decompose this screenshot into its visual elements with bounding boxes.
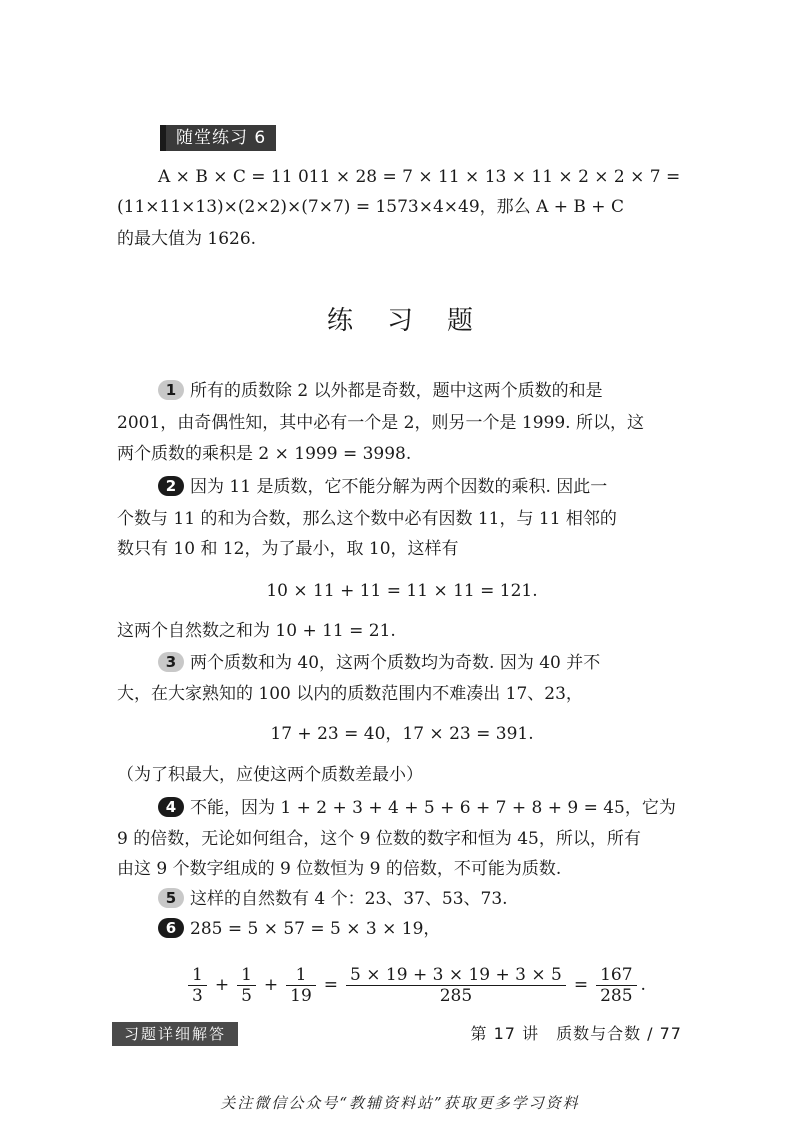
plus-operator: + xyxy=(214,975,230,995)
problem-number-badge: 1 xyxy=(158,380,184,400)
fraction-numerator: 1 xyxy=(295,964,307,985)
problem-4-text-1: 不能，因为 1 + 2 + 3 + 4 + 5 + 6 + 7 + 8 + 9 = 45，它为 xyxy=(190,798,676,818)
problem-1-line-1 xyxy=(158,380,688,402)
problem-1-text-1: 所有的质数除 2 以外都是奇数，题中这两个质数的和是 xyxy=(190,381,603,401)
problem-4-line-2: 9 的倍数，无论如何组合，这个 9 位数的数字和恒为 45，所以，所有 xyxy=(117,829,641,849)
fraction-denominator: 285 xyxy=(596,985,636,1006)
fraction-numerator: 167 xyxy=(600,964,633,985)
problem-4-line-1 xyxy=(158,797,688,819)
fraction-formula xyxy=(190,955,646,1015)
problem-number-badge: 4 xyxy=(158,797,184,817)
problem-3-line-2: 大，在大家熟知的 100 以内的质数范围内不难凑出 17、23， xyxy=(117,684,583,704)
footer-page-info: 第 17 讲 质数与合数 / 77 xyxy=(470,1024,682,1043)
problem-number-badge: 3 xyxy=(158,652,184,672)
fraction-denominator: 285 xyxy=(346,985,566,1006)
problem-5-line-1 xyxy=(158,888,688,910)
problem-3-formula: 17 + 23 = 40，17 × 23 = 391. xyxy=(270,724,534,744)
problem-6-text-1: 285 = 5 × 57 = 5 × 3 × 19， xyxy=(190,919,441,939)
watermark-text: 关注微信公众号“教辅资料站”获取更多学习资料 xyxy=(220,1094,580,1112)
problem-2-line-2: 个数与 11 的和为合数，那么这个数中必有因数 11，与 11 相邻的 xyxy=(117,509,617,529)
problem-2-text-1: 因为 11 是质数，它不能分解为两个因数的乘积. 因此一 xyxy=(190,477,608,497)
fraction-combined xyxy=(348,965,564,1006)
fraction-result xyxy=(598,965,634,1006)
fraction-denominator: 19 xyxy=(286,985,316,1006)
fraction-numerator: 1 xyxy=(192,964,203,985)
fraction-denominator: 3 xyxy=(188,985,207,1006)
problem-3-line-1 xyxy=(158,652,688,674)
problem-5-text-1: 这样的自然数有 4 个：23、37、53、73. xyxy=(190,889,508,909)
practice-line-3: 的最大值为 1626. xyxy=(117,229,257,249)
problem-2-formula: 10 × 11 + 11 = 11 × 11 = 121. xyxy=(266,581,538,601)
fraction-denominator: 5 xyxy=(237,985,256,1006)
equals-operator: = xyxy=(323,975,339,995)
footer-section-badge: 习题详细解答 xyxy=(112,1022,238,1046)
practice-line-2: (11×11×13)×(2×2)×(7×7) = 1573×4×49，那么 A + B + C xyxy=(117,197,624,217)
practice-line-1: A × B × C = 11 011 × 28 = 7 × 11 × 13 × 11 × 2 × 2 × 7 = xyxy=(158,167,681,187)
problem-number-badge: 6 xyxy=(158,918,184,938)
section-title: 练习题 xyxy=(326,306,507,336)
equals-operator: = xyxy=(573,975,589,995)
plus-operator: + xyxy=(263,975,279,995)
problem-number-badge: 2 xyxy=(158,476,184,496)
problem-2-after: 这两个自然数之和为 10 + 11 = 21. xyxy=(117,621,396,641)
fraction-numerator: 5 × 19 + 3 × 19 + 3 × 5 xyxy=(350,964,562,985)
problem-1-line-3: 两个质数的乘积是 2 × 1999 = 3998. xyxy=(117,444,412,464)
problem-3-after: （为了积最大，应使这两个质数差最小） xyxy=(117,765,423,785)
fraction-1-5 xyxy=(239,965,254,1006)
problem-4-line-3: 由这 9 个数字组成的 9 位数恒为 9 的倍数，不可能为质数. xyxy=(117,859,562,879)
fraction-1-3 xyxy=(190,965,205,1006)
problem-2-line-1 xyxy=(158,476,688,498)
practice-header: 随堂练习 6 xyxy=(160,125,276,151)
problem-1-line-2: 2001，由奇偶性知，其中必有一个是 2，则另一个是 1999. 所以，这 xyxy=(117,413,644,433)
fraction-numerator: 1 xyxy=(241,964,252,985)
problem-6-line-1 xyxy=(158,918,688,940)
formula-end-period: . xyxy=(640,975,646,995)
problem-2-line-3: 数只有 10 和 12，为了最小，取 10，这样有 xyxy=(117,539,459,559)
problem-3-text-1: 两个质数和为 40，这两个质数均为奇数. 因为 40 并不 xyxy=(190,653,601,673)
problem-number-badge: 5 xyxy=(158,888,184,908)
fraction-1-19 xyxy=(288,965,314,1006)
